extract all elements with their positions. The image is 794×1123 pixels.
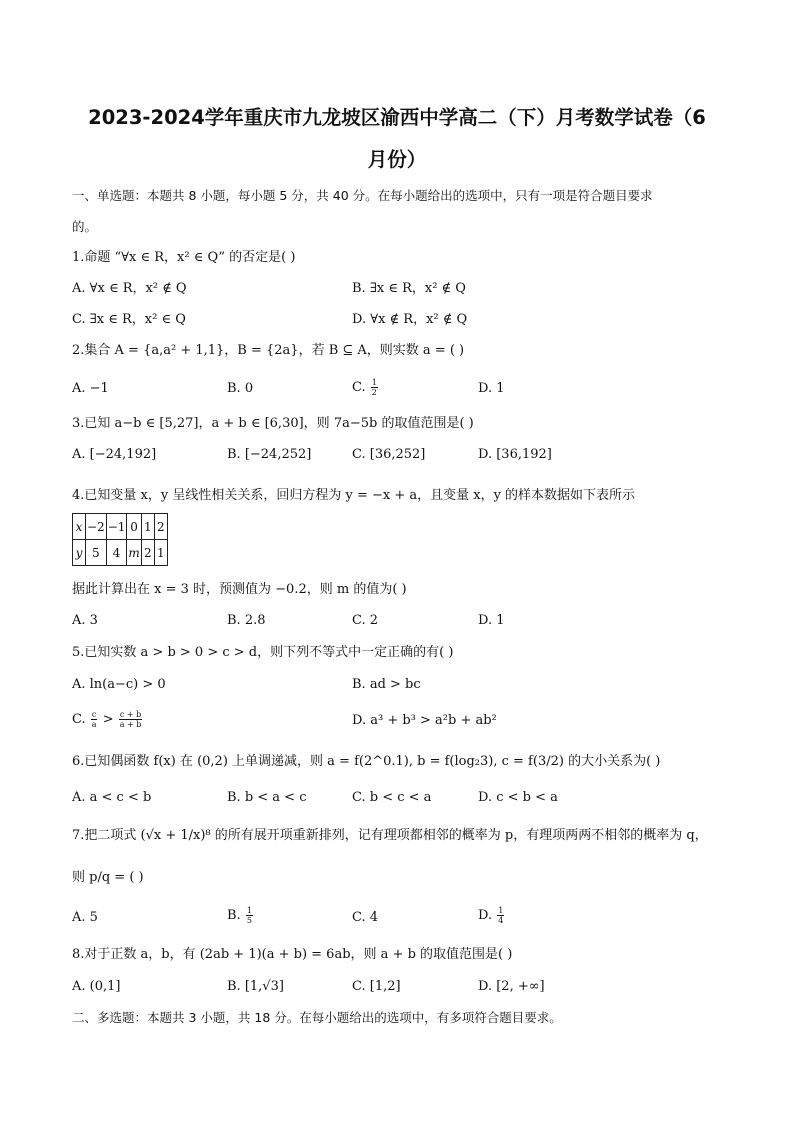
q7-option-d-label: D. bbox=[478, 908, 493, 923]
q5-option-a: A. ln(a−c) > 0 bbox=[72, 677, 166, 692]
q5-option-b: B. ad > bc bbox=[352, 677, 421, 692]
table-cell: 2 bbox=[154, 514, 167, 540]
section2-heading: 二、多选题：本题共 3 小题，共 18 分。在每小题给出的选项中，有多项符合题目要求。 bbox=[72, 1010, 562, 1025]
q1-option-c: C. ∃x ∈ R，x² ∈ Q bbox=[72, 312, 186, 327]
q1-stem: 1.命题 “∀x ∈ R，x² ∈ Q” 的否定是( ) bbox=[72, 250, 296, 265]
fraction-numerator: 1 bbox=[371, 378, 377, 387]
exam-title-line2: 月份） bbox=[367, 148, 427, 171]
table-cell: −1 bbox=[106, 514, 127, 540]
q1-option-d: D. ∀x ∉ R，x² ∉ Q bbox=[352, 312, 468, 327]
q6-stem: 6.已知偶函数 f(x) 在 (0,2) 上单调递减，则 a = f(2^0.1), b = f(log₂3), c = f(3/2) 的大小关系为( ) bbox=[72, 754, 661, 769]
q3-option-c: C. [36,252] bbox=[352, 447, 426, 462]
q7-option-c: C. 4 bbox=[352, 910, 379, 925]
q2-option-c-label: C. bbox=[352, 380, 366, 395]
q6-option-a: A. a < c < b bbox=[72, 790, 152, 805]
q3-option-b: B. [−24,252] bbox=[227, 447, 312, 462]
exam-title-line1: 2023-2024学年重庆市九龙坡区渝西中学高二（下）月考数学试卷（6 bbox=[88, 106, 706, 129]
q6-option-b: B. b < a < c bbox=[227, 790, 307, 805]
table-cell: m bbox=[127, 540, 141, 566]
table-cell: x bbox=[73, 514, 86, 540]
q6-option-c: C. b < c < a bbox=[352, 790, 432, 805]
q7-option-b bbox=[227, 906, 254, 925]
table-cell: y bbox=[73, 540, 86, 566]
q2-option-c bbox=[352, 378, 379, 397]
q8-option-a: A. (0,1] bbox=[72, 979, 121, 994]
table-cell: 0 bbox=[127, 514, 141, 540]
fraction-numerator: c bbox=[91, 710, 97, 719]
q7-option-d-fraction bbox=[497, 906, 504, 925]
q1-option-b: B. ∃x ∈ R，x² ∉ Q bbox=[352, 281, 466, 296]
q8-option-c: C. [1,2] bbox=[352, 979, 401, 994]
q2-stem: 2.集合 A = {a,a² + 1,1}，B = {2a}，若 B ⊆ A，则实数 a = ( ) bbox=[72, 343, 465, 358]
table-cell: 2 bbox=[141, 540, 154, 566]
q4-stem-cont: 据此计算出在 x = 3 时，预测值为 −0.2，则 m 的值为( ) bbox=[72, 582, 407, 597]
table-cell: 1 bbox=[141, 514, 154, 540]
q5-option-c-fraction-right bbox=[119, 710, 143, 729]
table-row bbox=[73, 514, 168, 540]
q5-option-c-fraction-left bbox=[91, 710, 98, 729]
table-cell: 4 bbox=[106, 540, 127, 566]
q4-option-a: A. 3 bbox=[72, 613, 98, 628]
fraction-numerator: 1 bbox=[246, 906, 252, 915]
table-cell: 5 bbox=[86, 540, 107, 566]
q8-stem: 8.对于正数 a，b，有 (2ab + 1)(a + b) = 6ab，则 a + b 的取值范围是( ) bbox=[72, 947, 513, 962]
q2-option-b: B. 0 bbox=[227, 381, 254, 396]
q5-option-c-operator: > bbox=[102, 712, 114, 727]
table-cell: 1 bbox=[154, 540, 167, 566]
q7-option-b-fraction bbox=[246, 906, 253, 925]
q7-option-a: A. 5 bbox=[72, 910, 98, 925]
section1-heading-cont: 的。 bbox=[72, 219, 98, 234]
q8-option-d: D. [2, +∞] bbox=[478, 979, 545, 994]
fraction-denominator: a + b bbox=[119, 720, 142, 729]
q3-stem: 3.已知 a−b ∈ [5,27]，a + b ∈ [6,30]，则 7a−5b 的取值范围是( ) bbox=[72, 416, 474, 431]
table-row bbox=[73, 540, 168, 566]
q5-stem: 5.已知实数 a > b > 0 > c > d，则下列不等式中一定正确的有( ) bbox=[72, 645, 454, 660]
q2-option-d: D. 1 bbox=[478, 381, 505, 396]
q4-option-c: C. 2 bbox=[352, 613, 379, 628]
q5-option-c bbox=[72, 710, 143, 729]
q5-option-d: D. a³ + b³ > a²b + ab² bbox=[352, 713, 497, 728]
fraction-numerator: 1 bbox=[498, 906, 504, 915]
fraction-denominator: 2 bbox=[371, 388, 377, 397]
q2-option-c-fraction bbox=[371, 378, 378, 397]
fraction-numerator: c + b bbox=[119, 710, 142, 719]
section1-heading: 一、单选题：本题共 8 小题，每小题 5 分，共 40 分。在每小题给出的选项中，只有一项是符合题目要求 bbox=[72, 188, 653, 203]
q2-option-a: A. −1 bbox=[72, 381, 109, 396]
q4-data-table bbox=[72, 513, 168, 566]
q4-option-b: B. 2.8 bbox=[227, 613, 266, 628]
q1-option-a: A. ∀x ∈ R，x² ∉ Q bbox=[72, 281, 187, 296]
q3-option-d: D. [36,192] bbox=[478, 447, 552, 462]
fraction-denominator: 5 bbox=[246, 916, 252, 925]
fraction-denominator: a bbox=[91, 720, 97, 729]
q3-option-a: A. [−24,192] bbox=[72, 447, 157, 462]
q7-option-b-label: B. bbox=[227, 908, 241, 923]
q7-option-d bbox=[478, 906, 505, 925]
q8-option-b: B. [1,√3] bbox=[227, 979, 284, 994]
fraction-denominator: 4 bbox=[498, 916, 504, 925]
q6-option-d: D. c < b < a bbox=[478, 790, 558, 805]
q7-stem: 7.把二项式 (√x + 1/x)⁸ 的所有展开项重新排列，记有理项都相邻的概率为 p，有理项两两不相邻的概率为 q， bbox=[72, 828, 708, 843]
q5-option-c-label: C. bbox=[72, 712, 86, 727]
table-cell: −2 bbox=[86, 514, 107, 540]
q7-stem-cont: 则 p/q = ( ) bbox=[72, 870, 144, 885]
q4-stem: 4.已知变量 x，y 呈线性相关关系，回归方程为 y = −x + a，且变量 x，y 的样本数据如下表所示 bbox=[72, 488, 636, 503]
q4-option-d: D. 1 bbox=[478, 613, 505, 628]
